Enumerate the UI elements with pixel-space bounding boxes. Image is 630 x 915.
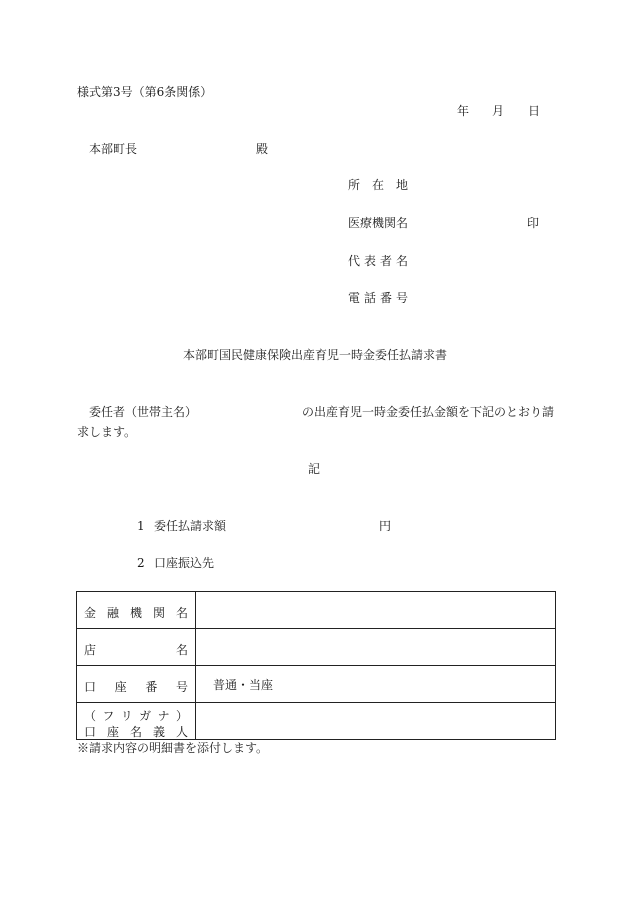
date-day: 日: [528, 104, 541, 118]
document-title: 本部町国民健康保険出産育児一時金委任払請求書: [183, 348, 448, 362]
ki-heading: 記: [308, 462, 321, 476]
table-row: [77, 592, 556, 629]
table-row: [77, 703, 556, 740]
account-holder-label: （ フ リ ガ ナ ） 口 座 名 義 人: [77, 703, 196, 740]
bank-name-field[interactable]: [196, 592, 556, 629]
item2-label: 口座振込先: [154, 556, 215, 570]
addressee-name: 本部町長: [89, 142, 138, 156]
item1-number: 1: [137, 519, 145, 533]
addressee-suffix: 殿: [256, 142, 269, 156]
date-year: 年: [457, 104, 470, 118]
body-line1-right: の出産育児一時金委任払金額を下記のとおり請: [302, 405, 555, 419]
item1-label: 委任払請求額: [154, 519, 227, 533]
seal-mark: 印: [527, 216, 540, 230]
body-line2: 求します。: [77, 425, 137, 439]
address-label: 所 在 地: [348, 178, 408, 192]
account-number-field[interactable]: [196, 666, 556, 703]
phone-label: 電 話 番 号: [348, 291, 408, 305]
branch-label: 店 名: [77, 629, 196, 666]
date-month: 月: [492, 104, 505, 118]
item1-unit: 円: [379, 519, 392, 533]
body-line1-left: 委任者（世帯主名）: [89, 405, 198, 419]
institution-label: 医療機関名: [348, 216, 409, 230]
account-type-options: 普通・当座: [213, 677, 274, 692]
item2-number: 2: [137, 556, 145, 570]
branch-field[interactable]: [196, 629, 556, 666]
bank-name-label: 金 融 機 関 名: [77, 592, 196, 629]
bank-account-table: [76, 591, 556, 740]
representative-label: 代 表 者 名: [348, 254, 408, 268]
form-number: 様式第3号（第6条関係）: [77, 85, 213, 99]
table-row: [77, 629, 556, 666]
footnote: ※請求内容の明細書を添付します。: [77, 741, 269, 755]
account-number-label: 口 座 番 号: [77, 666, 196, 703]
table-row: [77, 666, 556, 703]
account-holder-field[interactable]: [196, 703, 556, 740]
